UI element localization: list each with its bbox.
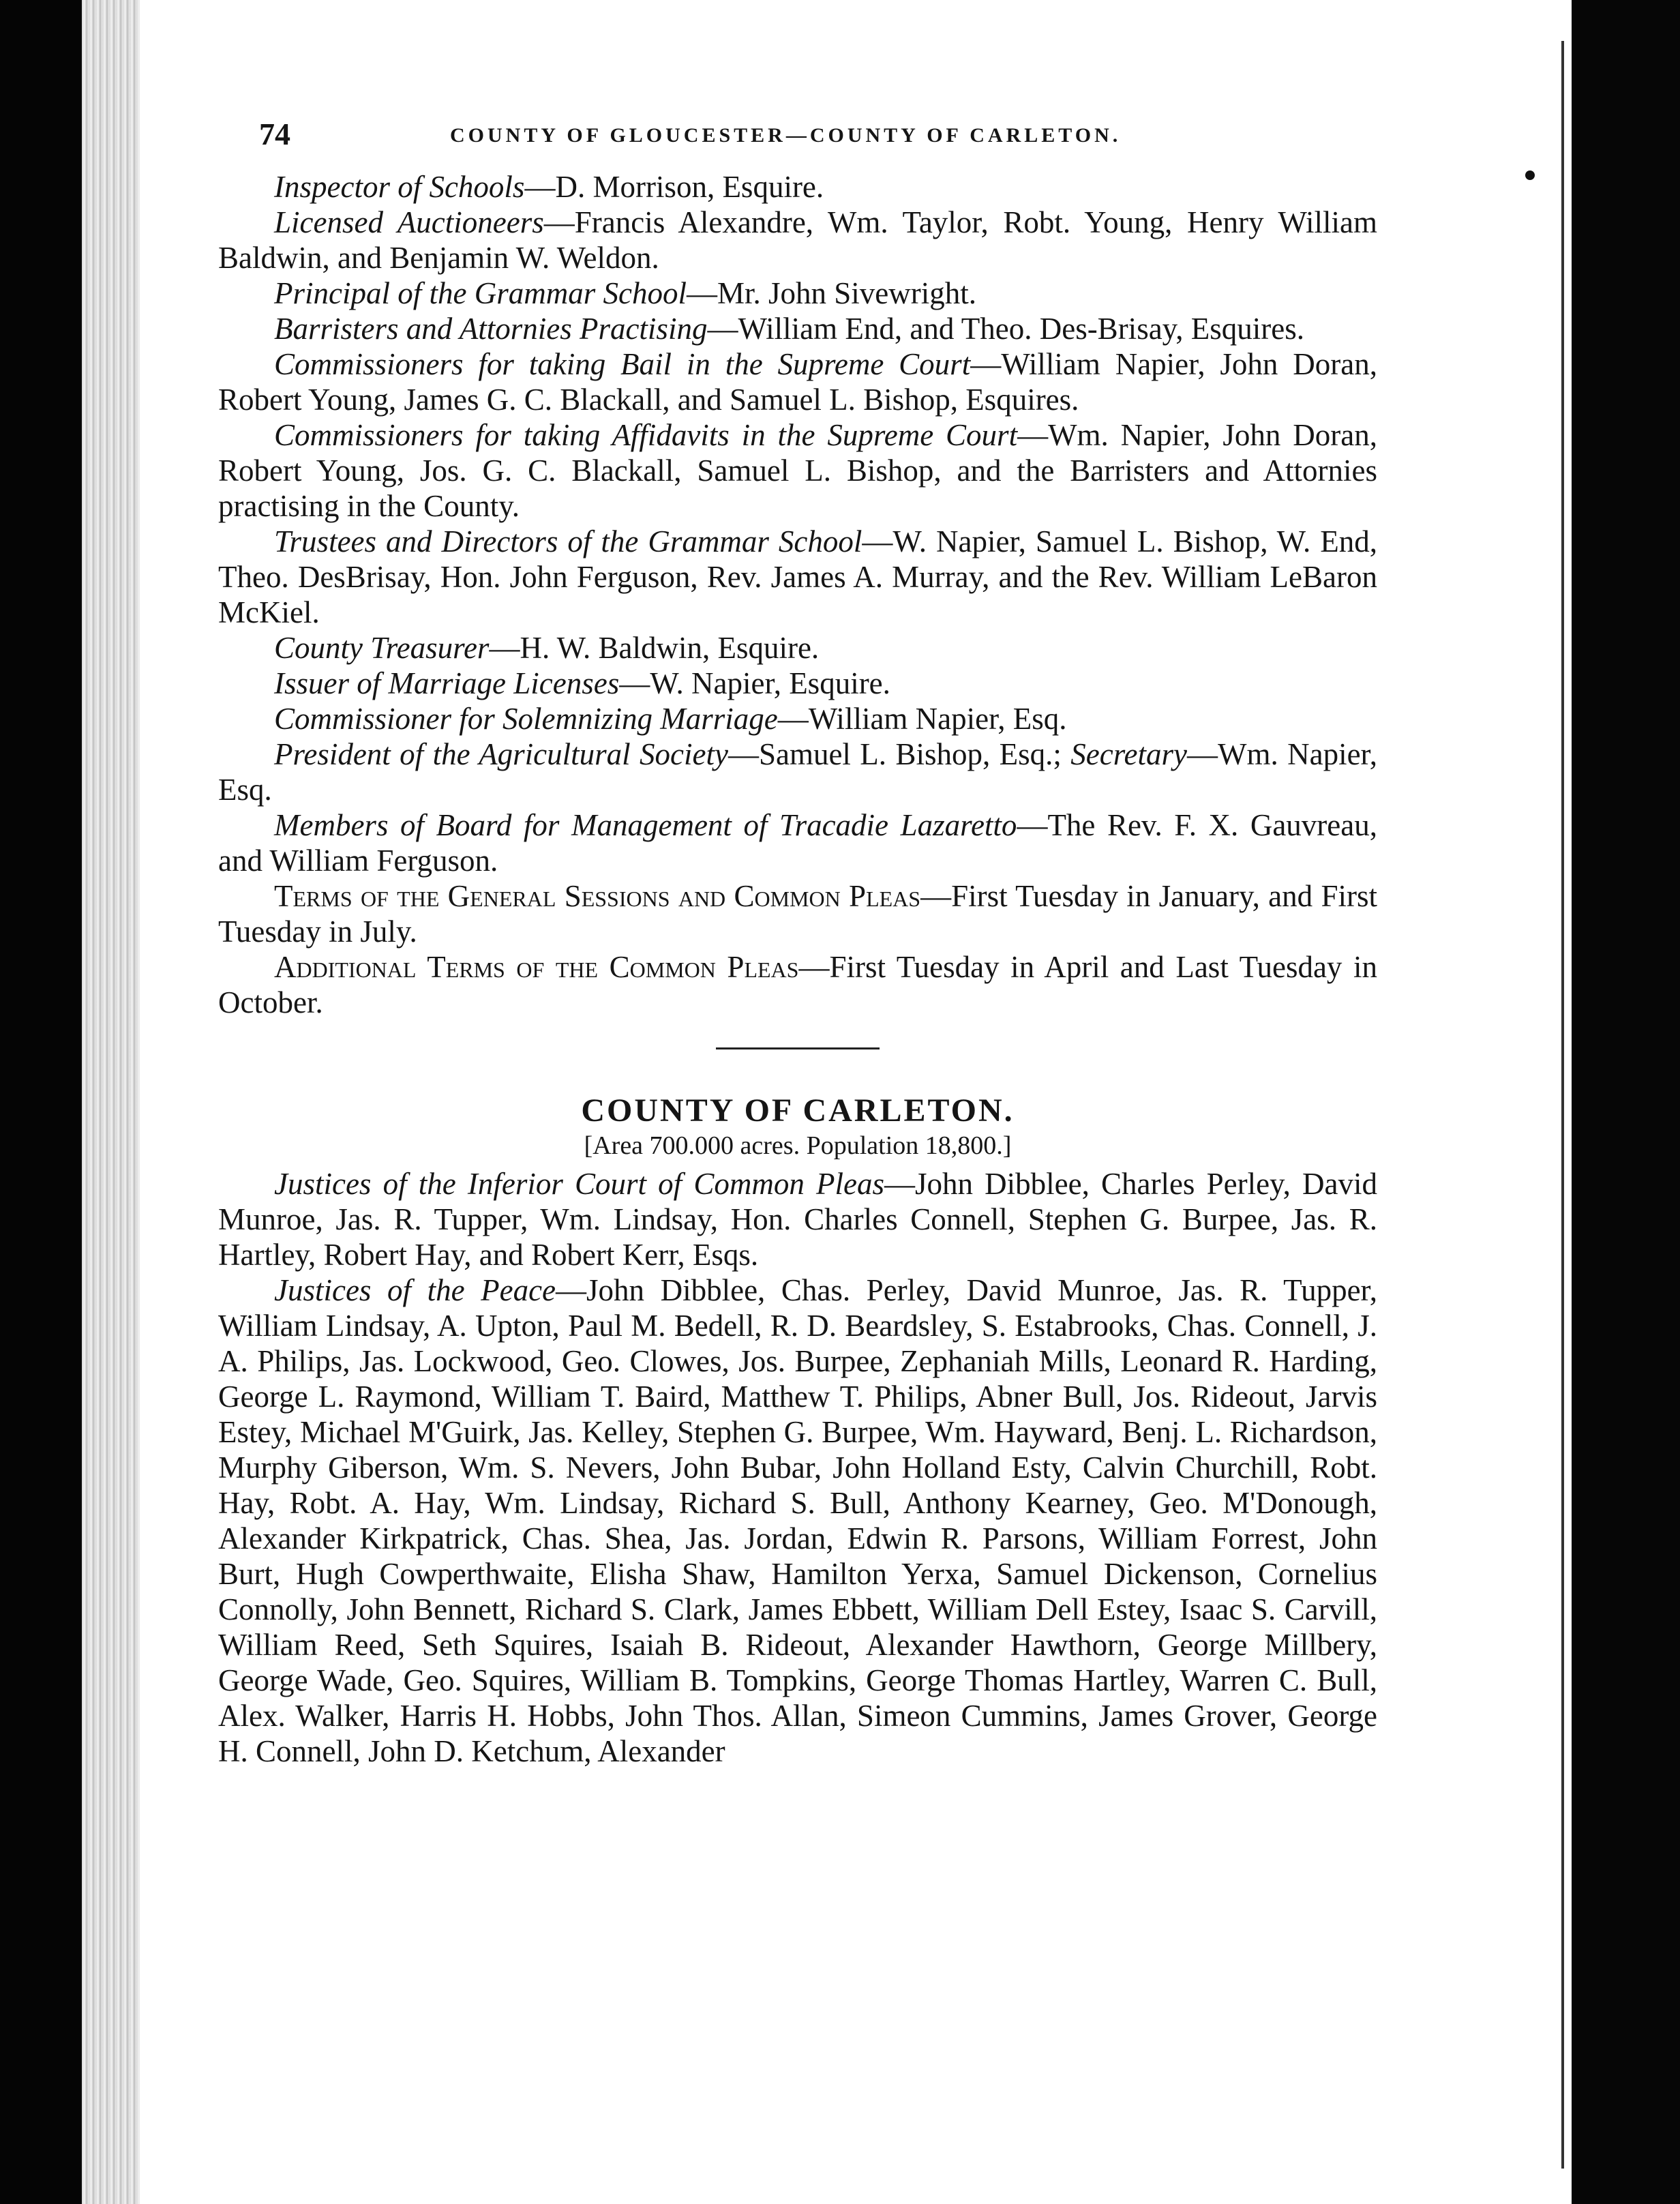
entry-licensed-auctioneers: Licensed Auctioneers—Francis Alexandre, Wm. Taylor, Robt. Young, Henry William Baldwin, and Benjamin W. Weldon. — [218, 205, 1377, 275]
book-page — [218, 116, 1377, 1769]
entry-grammar-school-trustees: Trustees and Directors of the Grammar School—W. Napier, Samuel L. Bishop, W. End, Theo. DesBrisay, Hon. John Ferguson, Rev. James A. Murray, and the Rev. William LeBaron McKiel. — [218, 524, 1377, 629]
entry-barristers: Barristers and Attornies Practising—William End, and Theo. Des-Brisay, Esquires. — [274, 312, 1304, 346]
section-title: COUNTY OF CARLETON. — [581, 1092, 1015, 1129]
entry-solemnizing-marriage: Commissioner for Solemnizing Marriage—William Napier, Esq. — [274, 702, 1067, 736]
gloucester-officials — [218, 169, 1377, 1020]
entry-inspector-of-schools: Inspector of Schools—D. Morrison, Esquire. — [274, 170, 824, 204]
page-header — [218, 116, 1377, 164]
entry-commissioners-bail: Commissioners for taking Bail in the Supreme Court—William Napier, John Doran, Robert Young, James G. C. Blackall, and Samuel L. Bishop, Esquires. — [218, 347, 1377, 417]
facing-page-edge — [1561, 41, 1564, 2169]
entry-tracadie-lazaretto: Members of Board for Management of Tracadie Lazaretto—The Rev. F. X. Gauvreau, and William Ferguson. — [218, 808, 1377, 878]
book-page-edges — [82, 0, 140, 2204]
carleton-section — [218, 1092, 1377, 1769]
section-divider — [716, 1047, 880, 1049]
section-subtitle: [Area 700.000 acres. Population 18,800.] — [584, 1131, 1012, 1160]
scan-left-border — [0, 0, 82, 2204]
ink-speck — [1525, 170, 1535, 180]
entry-commissioners-affidavits: Commissioners for taking Affidavits in the Supreme Court—Wm. Napier, John Doran, Robert Young, Jos. G. C. Blackall, Samuel L. Bishop, and the Barristers and Attornies practising in the County. — [218, 418, 1378, 523]
entry-grammar-school-principal: Principal of the Grammar School—Mr. John Sivewright. — [274, 276, 976, 310]
entry-general-sessions-terms: Terms of the General Sessions and Common Pleas—First Tuesday in January, and First Tuesday in July. — [218, 879, 1377, 949]
entry-inferior-court-justices: Justices of the Inferior Court of Common Pleas—John Dibblee, Charles Perley, David Munroe, Jas. R. Tupper, Wm. Lindsay, Hon. Charles Connell, Stephen G. Burpee, Jas. R. Hartley, Robert Hay, and Robert Kerr, Esqs. — [218, 1167, 1377, 1272]
entry-county-treasurer: County Treasurer—H. W. Baldwin, Esquire. — [274, 631, 820, 665]
entry-marriage-licenses: Issuer of Marriage Licenses—W. Napier, Esquire. — [274, 666, 890, 700]
entry-agricultural-society: President of the Agricultural Society—Samuel L. Bishop, Esq.; Secretary—Wm. Napier, Esq. — [218, 737, 1377, 807]
entry-justices-of-the-peace: Justices of the Peace—John Dibblee, Chas. Perley, David Munroe, Jas. R. Tupper, William Lindsay, A. Upton, Paul M. Bedell, R. D. Beardsley, S. Estabrooks, Chas. Connell, J. A. Philips, Jas. Lockwood, Geo. Clowes, Jos. Burpee, Zephaniah Mills, Leonard R. Harding, George L. Raymond, William T. Baird, Matthew T. Philips, Abner Bull, Jos. Rideout, Jarvis Estey, Michael M'Guirk, Jas. Kelley, Stephen G. Burpee, Wm. Hayward, Benj. L. Richardson, Murphy Giberson, Wm. S. Nevers, John Bubar, John Holland Esty, Calvin Churchill, Robt. Hay, Robt. A. Hay, Wm. Lindsay, Richard S. Bull, Anthony Kearney, Geo. M'Donough, Alexander Kirkpatrick, Chas. Shea, Jas. Jordan, Edwin R. Parsons, William Forrest, John Burt, Hugh Cowperthwaite, Elisha Shaw, Hamilton Yerxa, Samuel Dickenson, Cornelius Connolly, John Bennett, Richard S. Clark, James Ebbett, William Dell Estey, Isaac S. Carvill, William Reed, Seth Squires, Isaiah B. Rideout, Alexander Hawthorn, George Millbery, George Wade, Geo. Squires, William B. Tompkins, George Thomas Hartley, Warren C. Bull, Alex. Walker, Harris H. Hobbs, John Thos. Allan, Simeon Cummins, James Grover, George H. Connell, John D. Ketchum, Alexander — [218, 1273, 1377, 1768]
running-head: COUNTY OF GLOUCESTER—COUNTY OF CARLETON. — [450, 124, 1122, 147]
scan-right-border — [1572, 0, 1680, 2204]
page-number: 74 — [259, 117, 290, 151]
entry-additional-terms: Additional Terms of the Common Pleas—First Tuesday in April and Last Tuesday in October. — [218, 950, 1377, 1019]
